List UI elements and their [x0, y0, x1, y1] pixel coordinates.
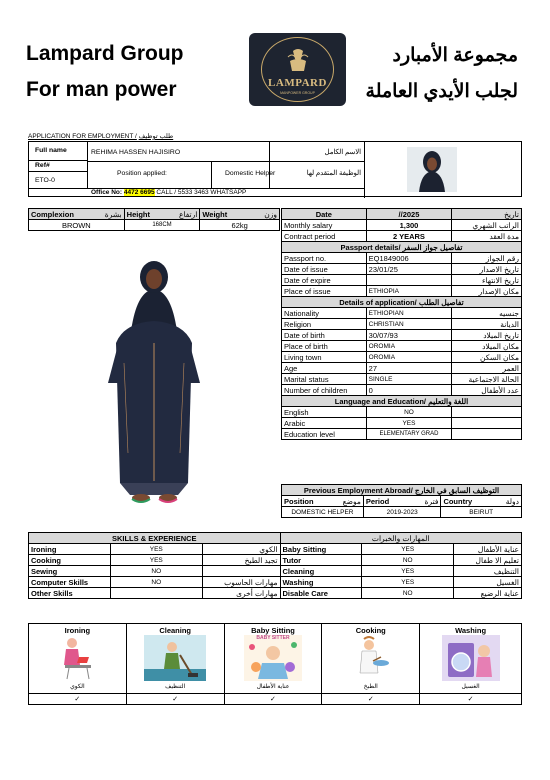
skill-washing-label: Washing	[280, 577, 362, 588]
full-name-ar: الاسم الكامل	[324, 149, 361, 156]
company-tagline-ar: لجلب الأيدي العاملة	[365, 81, 518, 102]
company-logo	[249, 33, 346, 106]
skill-computer-value: NO	[110, 577, 202, 588]
skill-disablecare-value: NO	[362, 588, 454, 599]
skill-other-label: Other Skills	[29, 588, 111, 599]
language-title: Language and Education/ اللغة والتعليم	[282, 396, 522, 407]
education-label: Education level	[282, 429, 367, 440]
skill-cleaning-ar: التنظيف	[454, 566, 522, 577]
education-value: ELEMENTARY GRAD	[366, 429, 452, 440]
living-town-ar: مكان السكن	[452, 352, 522, 363]
cleaning-icon	[144, 635, 206, 681]
skill-other-ar: مهارات أخرى	[202, 588, 280, 599]
cleaning-check: ✓	[126, 694, 224, 705]
religion-value: CHRISTIAN	[366, 319, 452, 330]
employment-country-value: BEIRUT	[441, 507, 522, 518]
skill-other-value	[110, 588, 202, 599]
age-value: 27	[366, 363, 452, 374]
babysitting-check: ✓	[224, 694, 322, 705]
date-value: //2025	[366, 209, 452, 220]
passport-no-ar: رقم الجواز	[452, 253, 522, 264]
pob-label: Place of birth	[282, 341, 367, 352]
skill-washing-ar: الغسيل	[454, 577, 522, 588]
complexion-header: Complexion بشرة	[29, 209, 125, 220]
skill-sewing-ar	[202, 566, 280, 577]
full-name-value: REHIMA HASSEN HAJISIRO	[91, 149, 181, 156]
skill-babysitting-value: YES	[362, 544, 454, 555]
skill-tutor-label: Tutor	[280, 555, 362, 566]
ref-label: Ref#	[35, 162, 50, 169]
period-value: 2 YEARS	[366, 231, 452, 242]
skill-cooking-label: Cooking	[29, 555, 111, 566]
passport-title: Passport details/ تفاصيل جواز السفر	[282, 242, 522, 253]
employment-period-value: 2019-2023	[363, 507, 441, 518]
skill-computer-label: Computer Skills	[29, 577, 111, 588]
passport-no-label: Passport no.	[282, 253, 367, 264]
employment-title: Previous Employment Abroad/ التوظيف السابق في الخارج	[282, 485, 522, 496]
company-tagline-en: For man power	[26, 78, 177, 101]
salary-value: 1,300	[366, 220, 452, 231]
ironing-icon	[57, 635, 97, 681]
office-number: 4472 6695	[123, 189, 155, 196]
dob-value: 30/07/93	[366, 330, 452, 341]
logo-figure-icon	[287, 47, 309, 73]
cooking-icon	[351, 635, 391, 681]
icon-cell-ironing: Ironing الكوي	[29, 624, 127, 694]
skill-tutor-ar: تعليم الا طفال	[454, 555, 522, 566]
marital-value: SINGLE	[366, 374, 452, 385]
skill-babysitting-label: Baby Sitting	[280, 544, 362, 555]
skill-washing-value: YES	[362, 577, 454, 588]
period-ar: مدة العقد	[452, 231, 522, 242]
height-header: Height ارتفاع	[124, 209, 200, 220]
date-label: Date	[282, 209, 367, 220]
ironing-check: ✓	[29, 694, 127, 705]
living-town-label: Living town	[282, 352, 367, 363]
skill-ironing-value: YES	[110, 544, 202, 555]
details-title: Details of application/ تفاصيل الطلب	[282, 297, 522, 308]
skill-ironing-label: Ironing	[29, 544, 111, 555]
washing-icon	[442, 635, 500, 681]
pob-value: OROMIA	[366, 341, 452, 352]
skill-disablecare-ar: عناية الرضيع	[454, 588, 522, 599]
weight-header: Weight وزن	[200, 209, 280, 220]
applicant-photo-full	[28, 233, 280, 540]
arabic-label: Arabic	[282, 418, 367, 429]
complexion-value: BROWN	[29, 220, 125, 231]
passport-no-value: EQ1849006	[366, 253, 452, 264]
skill-sewing-label: Sewing	[29, 566, 111, 577]
age-label: Age	[282, 363, 367, 374]
salary-label: Monthly salary	[282, 220, 367, 231]
nationality-label: Nationality	[282, 308, 367, 319]
icon-cell-cooking: Cooking الطبخ	[322, 624, 420, 694]
skill-computer-ar: مهارات الحاسوب	[202, 577, 280, 588]
nationality-value: ETHIOPIAN	[366, 308, 452, 319]
company-name-ar: مجموعة الأمبارد	[392, 45, 518, 66]
employment-period-header: Period فترة	[363, 496, 441, 507]
position-applied-label: Position applied:	[117, 170, 167, 177]
baby-sitting-icon	[244, 635, 302, 681]
marital-label: Marital status	[282, 374, 367, 385]
skill-cleaning-label: Cleaning	[280, 566, 362, 577]
contract-table	[281, 208, 522, 440]
religion-ar: الديانة	[452, 319, 522, 330]
application-title: APPLICATION FOR EMPLOYMENT / طلب توظيف	[28, 133, 174, 140]
employment-table	[281, 484, 522, 518]
skill-cleaning-value: YES	[362, 566, 454, 577]
english-value: NO	[366, 407, 452, 418]
dob-label: Date of birth	[282, 330, 367, 341]
applicant-fullbody-icon	[28, 233, 280, 540]
expire-date-label: Date of expire	[282, 275, 367, 286]
logo-text: LAMPARD	[268, 77, 327, 89]
issue-date-value: 23/01/25	[366, 264, 452, 275]
icon-cell-babysitting: Baby Sitting عناية الأطفال	[224, 624, 322, 694]
employment-country-header: Country دولة	[441, 496, 522, 507]
dob-ar: تاريخ الميلاد	[452, 330, 522, 341]
nationality-ar: جنسيه	[452, 308, 522, 319]
logo-subtext: MANPOWER GROUP	[280, 91, 315, 95]
pob-ar: مكان الميلاد	[452, 341, 522, 352]
applicant-photo-small	[407, 147, 457, 192]
icon-cell-washing: Washing الغسيل	[420, 624, 522, 694]
skill-icons-table	[28, 623, 522, 705]
period-label: Contract period	[282, 231, 367, 242]
arabic-value: YES	[366, 418, 452, 429]
position-applied-ar: الوظيفة المتقدم لها	[306, 170, 361, 177]
full-name-label: Full name	[35, 147, 67, 154]
salary-ar: الراتب الشهري	[452, 220, 522, 231]
employment-position-value: DOMESTIC HELPER	[282, 507, 364, 518]
eto-label: ETO-0	[35, 177, 55, 184]
issue-place-ar: مكان الإصدار	[452, 286, 522, 297]
skill-tutor-value: NO	[362, 555, 454, 566]
marital-ar: الحالة الاجتماعية	[452, 374, 522, 385]
skill-sewing-value: NO	[110, 566, 202, 577]
weight-value: 62kg	[200, 220, 280, 231]
expire-date-value	[366, 275, 452, 286]
cooking-check: ✓	[322, 694, 420, 705]
skill-ironing-ar: الكوي	[202, 544, 280, 555]
skills-title-en: SKILLS & EXPERIENCE	[29, 533, 281, 544]
company-name-en: Lampard Group	[26, 42, 184, 65]
position-applied-value: Domestic Helper	[225, 170, 276, 177]
religion-label: Religion	[282, 319, 367, 330]
skill-babysitting-ar: عناية الأطفال	[454, 544, 522, 555]
issue-place-label: Place of issue	[282, 286, 367, 297]
office-contact: Office No: 4472 6695 CALL / 5533 3463 WHATSAPP	[91, 189, 247, 196]
skill-cooking-ar: تجيد الطبخ	[202, 555, 280, 566]
english-label: English	[282, 407, 367, 418]
skill-cooking-value: YES	[110, 555, 202, 566]
children-value: 0	[366, 385, 452, 396]
children-label: Number of children	[282, 385, 367, 396]
issue-date-ar: تاريخ الاصدار	[452, 264, 522, 275]
date-ar: تاريخ	[452, 209, 522, 220]
skills-table	[28, 532, 522, 599]
skill-disablecare-label: Disable Care	[280, 588, 362, 599]
skills-title-ar: المهارات والخبرات	[280, 533, 522, 544]
physical-table	[28, 208, 280, 231]
issue-place-value: ETHIOPIA	[366, 286, 452, 297]
living-town-value: OROMIA	[366, 352, 452, 363]
employment-position-header: Position موضع	[282, 496, 364, 507]
icon-cell-cleaning: Cleaning التنظيف	[126, 624, 224, 694]
applicant-portrait-icon	[407, 147, 457, 192]
washing-check: ✓	[420, 694, 522, 705]
children-ar: عدد الأطفال	[452, 385, 522, 396]
age-ar: العمر	[452, 363, 522, 374]
issue-date-label: Date of issue	[282, 264, 367, 275]
expire-date-ar: تاريخ الانتهاء	[452, 275, 522, 286]
height-value: 168CM	[124, 220, 200, 231]
